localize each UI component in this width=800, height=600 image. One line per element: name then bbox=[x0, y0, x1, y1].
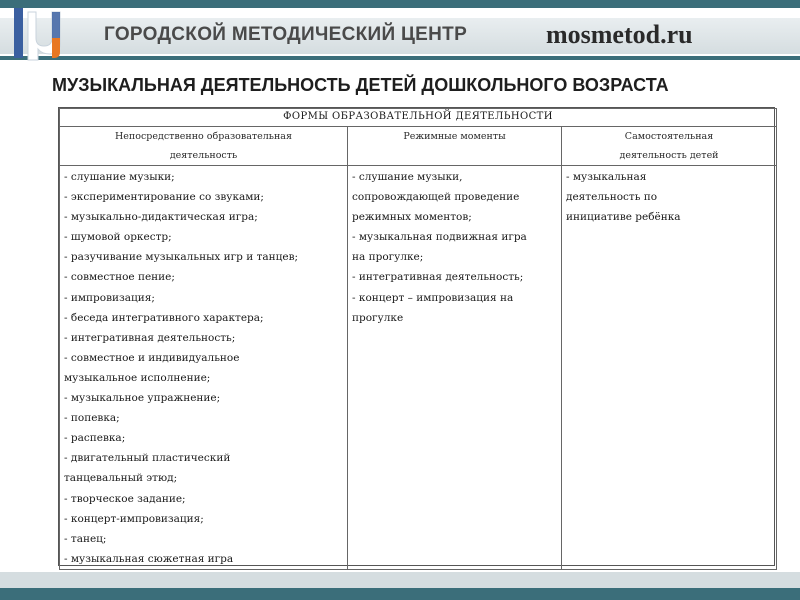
list-item: - двигательный пластический bbox=[64, 452, 231, 465]
education-forms-table bbox=[58, 107, 775, 566]
mu-logo-icon bbox=[8, 4, 72, 62]
header-bottom-stripe bbox=[0, 56, 800, 60]
list-item: - концерт-импровизация; bbox=[64, 512, 204, 525]
list-item: - музыкальная bbox=[566, 171, 647, 183]
independent-activity-cell bbox=[562, 166, 777, 570]
table-column-header-row bbox=[60, 127, 777, 166]
list-item: - беседа интегративного характера; bbox=[64, 311, 264, 324]
routine-moments-cell bbox=[348, 166, 562, 570]
column-header-line: деятельность детей bbox=[619, 150, 719, 161]
list-item: - музыкальная подвижная игра bbox=[352, 231, 527, 244]
site-url[interactable]: mosmetod.ru bbox=[546, 20, 693, 49]
column-header-independent-activity bbox=[562, 127, 777, 166]
list-item: - разучивание музыкальных игр и танцев; bbox=[64, 251, 299, 264]
list-item: музыкальное исполнение; bbox=[64, 371, 211, 384]
footer-stripe bbox=[0, 588, 800, 600]
header-band bbox=[0, 0, 800, 62]
table-main-header: ФОРМЫ ОБРАЗОВАТЕЛЬНОЙ ДЕЯТЕЛЬНОСТИ bbox=[60, 109, 777, 127]
footer-band bbox=[0, 572, 800, 588]
list-item: - музыкальное упражнение; bbox=[64, 392, 221, 405]
list-item: - распевка; bbox=[64, 432, 126, 445]
list-item: - концерт – импровизация на bbox=[352, 291, 514, 304]
list-item: - попевка; bbox=[64, 412, 120, 425]
column-header-line: Самостоятельная bbox=[624, 131, 714, 142]
page-title: МУЗЫКАЛЬНАЯ ДЕЯТЕЛЬНОСТЬ ДЕТЕЙ ДОШКОЛЬНОГО ВОЗРАСТА bbox=[52, 75, 669, 95]
header-top-stripe bbox=[0, 0, 800, 8]
list-item: режимных моментов; bbox=[352, 211, 472, 224]
list-item: - танец; bbox=[64, 532, 107, 545]
list-item: прогулке bbox=[352, 311, 404, 324]
list-item: - музыкально-дидактическая игра; bbox=[64, 211, 258, 224]
column-header-routine-moments bbox=[348, 127, 562, 166]
column-header-line: деятельность bbox=[169, 150, 238, 161]
list-item: - экспериментирование со звуками; bbox=[64, 191, 264, 204]
table-body-row bbox=[60, 166, 777, 570]
list-item: танцевальный этюд; bbox=[64, 472, 178, 485]
list-item: - импровизация; bbox=[64, 291, 155, 304]
column-header-direct-education bbox=[60, 127, 348, 166]
list-item: - шумовой оркестр; bbox=[64, 231, 172, 244]
list-item: инициативе ребёнка bbox=[566, 211, 681, 224]
list-item: - слушание музыки, bbox=[352, 171, 463, 183]
table-main-header-row bbox=[60, 109, 777, 127]
list-item: на прогулке; bbox=[352, 251, 424, 264]
list-item: - интегративная деятельность; bbox=[64, 331, 236, 344]
list-item: сопровождающей проведение bbox=[352, 191, 520, 204]
list-item: деятельность по bbox=[566, 191, 658, 204]
direct-education-cell bbox=[60, 166, 348, 570]
forms-table bbox=[59, 108, 777, 570]
list-item: - творческое задание; bbox=[64, 492, 186, 505]
list-item: - музыкальная сюжетная игра bbox=[64, 552, 234, 565]
column-header-line: Режимные моменты bbox=[403, 131, 506, 142]
list-item: - совместное пение; bbox=[64, 271, 175, 284]
center-name: ГОРОДСКОЙ МЕТОДИЧЕСКИЙ ЦЕНТР bbox=[104, 24, 468, 45]
list-item: - интегративная деятельность; bbox=[352, 271, 524, 284]
list-item: - слушание музыки; bbox=[64, 171, 175, 183]
list-item: - совместное и индивидуальное bbox=[64, 351, 240, 364]
column-header-line: Непосредственно образовательная bbox=[115, 131, 292, 142]
